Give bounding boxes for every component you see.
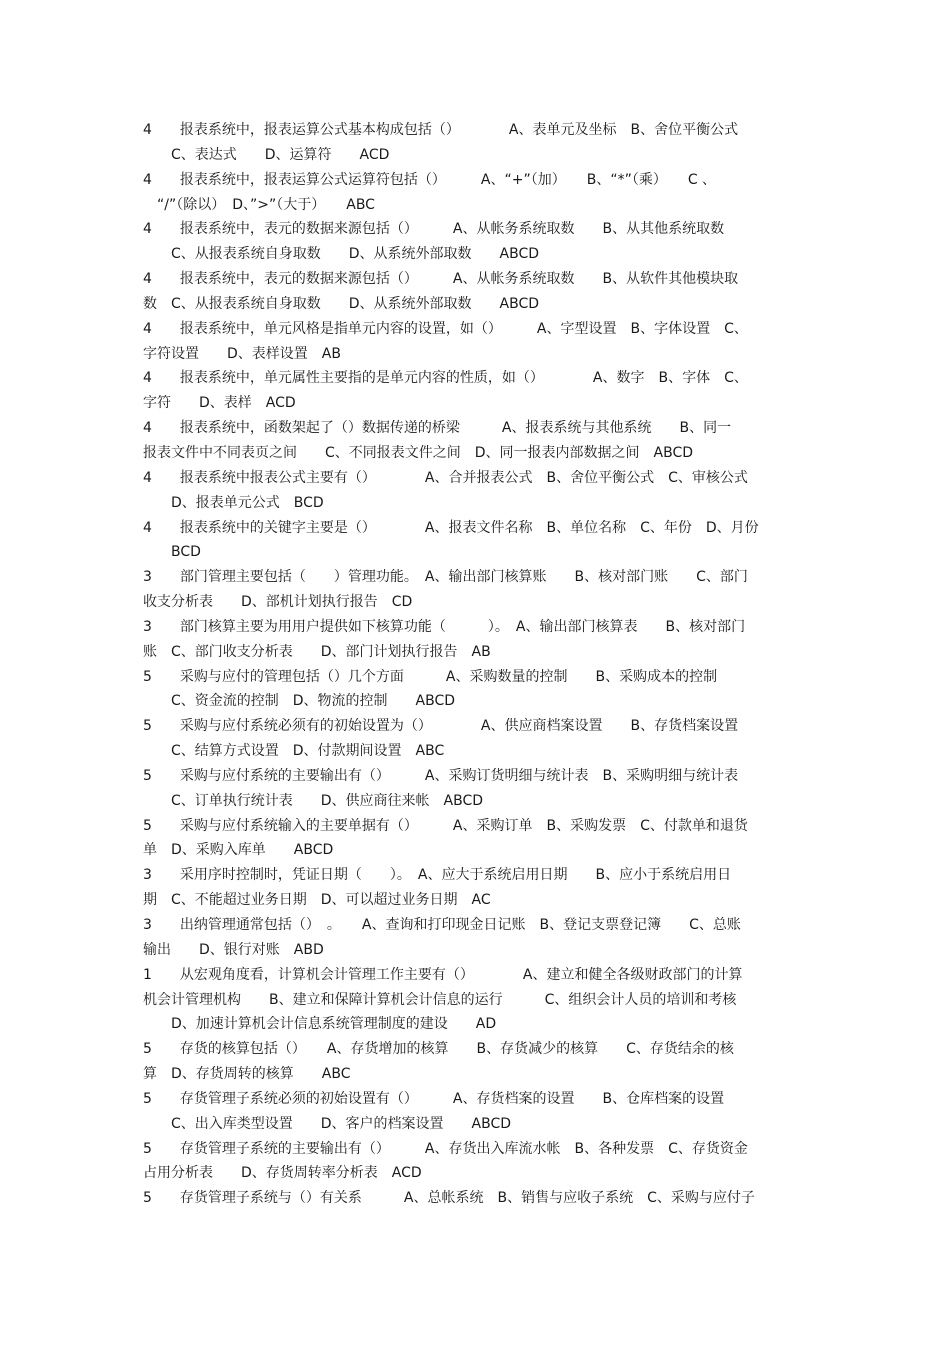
text-line: 数 C、从报表系统自身取数 D、从系统外部取数 ABCD <box>143 295 540 312</box>
text-line: 5 采购与应付的管理包括（）几个方面 A、采购数量的控制 B、采购成本的控制 <box>143 668 718 685</box>
text-line: 字符设置 D、表样设置 AB <box>143 345 341 362</box>
text-line: 5 采购与应付系统的主要输出有（） A、采购订货明细与统计表 B、采购明细与统计表 <box>143 767 739 784</box>
text-line: 机会计管理机构 B、建立和保障计算机会计信息的运行 C、组织会计人员的培训和考核 <box>143 991 737 1008</box>
text-line: D、报表单元公式 BCD <box>143 494 324 511</box>
text-line: C、表达式 D、运算符 ACD <box>143 146 390 163</box>
text-line: 4 报表系统中的关键字主要是（） A、报表文件名称 B、单位名称 C、年份 D、月份 <box>143 519 759 536</box>
text-line: 单 D、采购入库单 ABCD <box>143 842 334 859</box>
text-line: C、结算方式设置 D、付款期间设置 ABC <box>143 743 445 760</box>
text-line: 5 采购与应付系统必须有的初始设置为（） A、供应商档案设置 B、存货档案设置 <box>143 718 739 735</box>
text-line: 5 采购与应付系统输入的主要单据有（） A、采购订单 B、采购发票 C、付款单和退货 <box>143 817 748 834</box>
text-line: 4 报表系统中报表公式主要有（） A、合并报表公式 B、舍位平衡公式 C、审核公式 <box>143 469 748 486</box>
text-line: 账 C、部门收支分析表 D、部门计划执行报告 AB <box>143 643 491 660</box>
text-line: 字符 D、表样 ACD <box>143 395 296 412</box>
text-line: 5 存货管理子系统的主要输出有（） A、存货出入库流水帐 B、各种发票 C、存货资金 <box>143 1140 748 1157</box>
text-line: 3 部门管理主要包括（ ）管理功能。 A、输出部门核算账 B、核对部门账 C、部门 <box>143 569 748 586</box>
text-line: 报表文件中不同表页之间 C、不同报表文件之间 D、同一报表内部数据之间 ABCD <box>143 444 694 461</box>
text-line: 4 报表系统中，报表运算公式运算符包括（） A、“+”（加） B、“*”（乘） C 、 <box>143 171 717 188</box>
text-line: 输出 D、银行对账 ABD <box>143 941 324 958</box>
text-line: C、从报表系统自身取数 D、从系统外部取数 ABCD <box>143 246 540 263</box>
text-line: 5 存货的核算包括（） A、存货增加的核算 B、存货减少的核算 C、存货结余的核 <box>143 1041 734 1058</box>
text-line: BCD <box>143 544 201 561</box>
text-line: 期 C、不能超过业务日期 D、可以超过业务日期 AC <box>143 892 491 909</box>
text-line: C、资金流的控制 D、物流的控制 ABCD <box>143 693 456 710</box>
question-list <box>143 118 813 1211</box>
text-line: 3 采用序时控制时，凭证日期（ ）。 A、应大于系统启用日期 B、应小于系统启用日 <box>143 867 732 884</box>
text-line: 占用分析表 D、存货周转率分析表 ACD <box>143 1165 422 1182</box>
text-line: 5 存货管理子系统与（）有关系 A、总帐系统 B、销售与应收子系统 C、采购与应付子 <box>143 1190 755 1207</box>
text-line: 4 报表系统中，单元属性主要指的是单元内容的性质，如（） A、数字 B、字体 C、 <box>143 370 748 387</box>
text-line: 3 部门核算主要为用用户提供如下核算功能（ ）。 A、输出部门核算表 B、核对部门 <box>143 618 746 635</box>
text-line: 4 报表系统中，表元的数据来源包括（） A、从帐务系统取数 B、从其他系统取数 <box>143 221 725 238</box>
text-line: 4 报表系统中，单元风格是指单元内容的设置，如（） A、字型设置 B、字体设置 C、 <box>143 320 748 337</box>
text-line: 5 存货管理子系统必须的初始设置有（） A、存货档案的设置 B、仓库档案的设置 <box>143 1090 725 1107</box>
text-line: 3 出纳管理通常包括（） 。 A、查询和打印现金日记账 B、登记支票登记簿 C、总账 <box>143 917 741 933</box>
text-line: 4 报表系统中，表元的数据来源包括（） A、从帐务系统取数 B、从软件其他模块取 <box>143 271 739 288</box>
text-line: 算 D、存货周转的核算 ABC <box>143 1066 351 1083</box>
text-line: “/”（除以） D、”>”（大于） ABC <box>143 196 375 213</box>
text-line: 4 报表系统中，报表运算公式基本构成包括（） A、表单元及坐标 B、舍位平衡公式 <box>143 122 739 138</box>
text-line: D、加速计算机会计信息系统管理制度的建设 AD <box>143 1016 497 1033</box>
text-line: C、订单执行统计表 D、供应商往来帐 ABCD <box>143 792 484 809</box>
text-line: 收支分析表 D、部机计划执行报告 CD <box>143 594 413 611</box>
text-line: C、出入库类型设置 D、客户的档案设置 ABCD <box>143 1115 512 1132</box>
text-line: 1 从宏观角度看，计算机会计管理工作主要有（） A、建立和健全各级财政部门的计算 <box>143 966 743 983</box>
text-line: 4 报表系统中，函数架起了（）数据传递的桥梁 A、报表系统与其他系统 B、同一 <box>143 420 732 437</box>
